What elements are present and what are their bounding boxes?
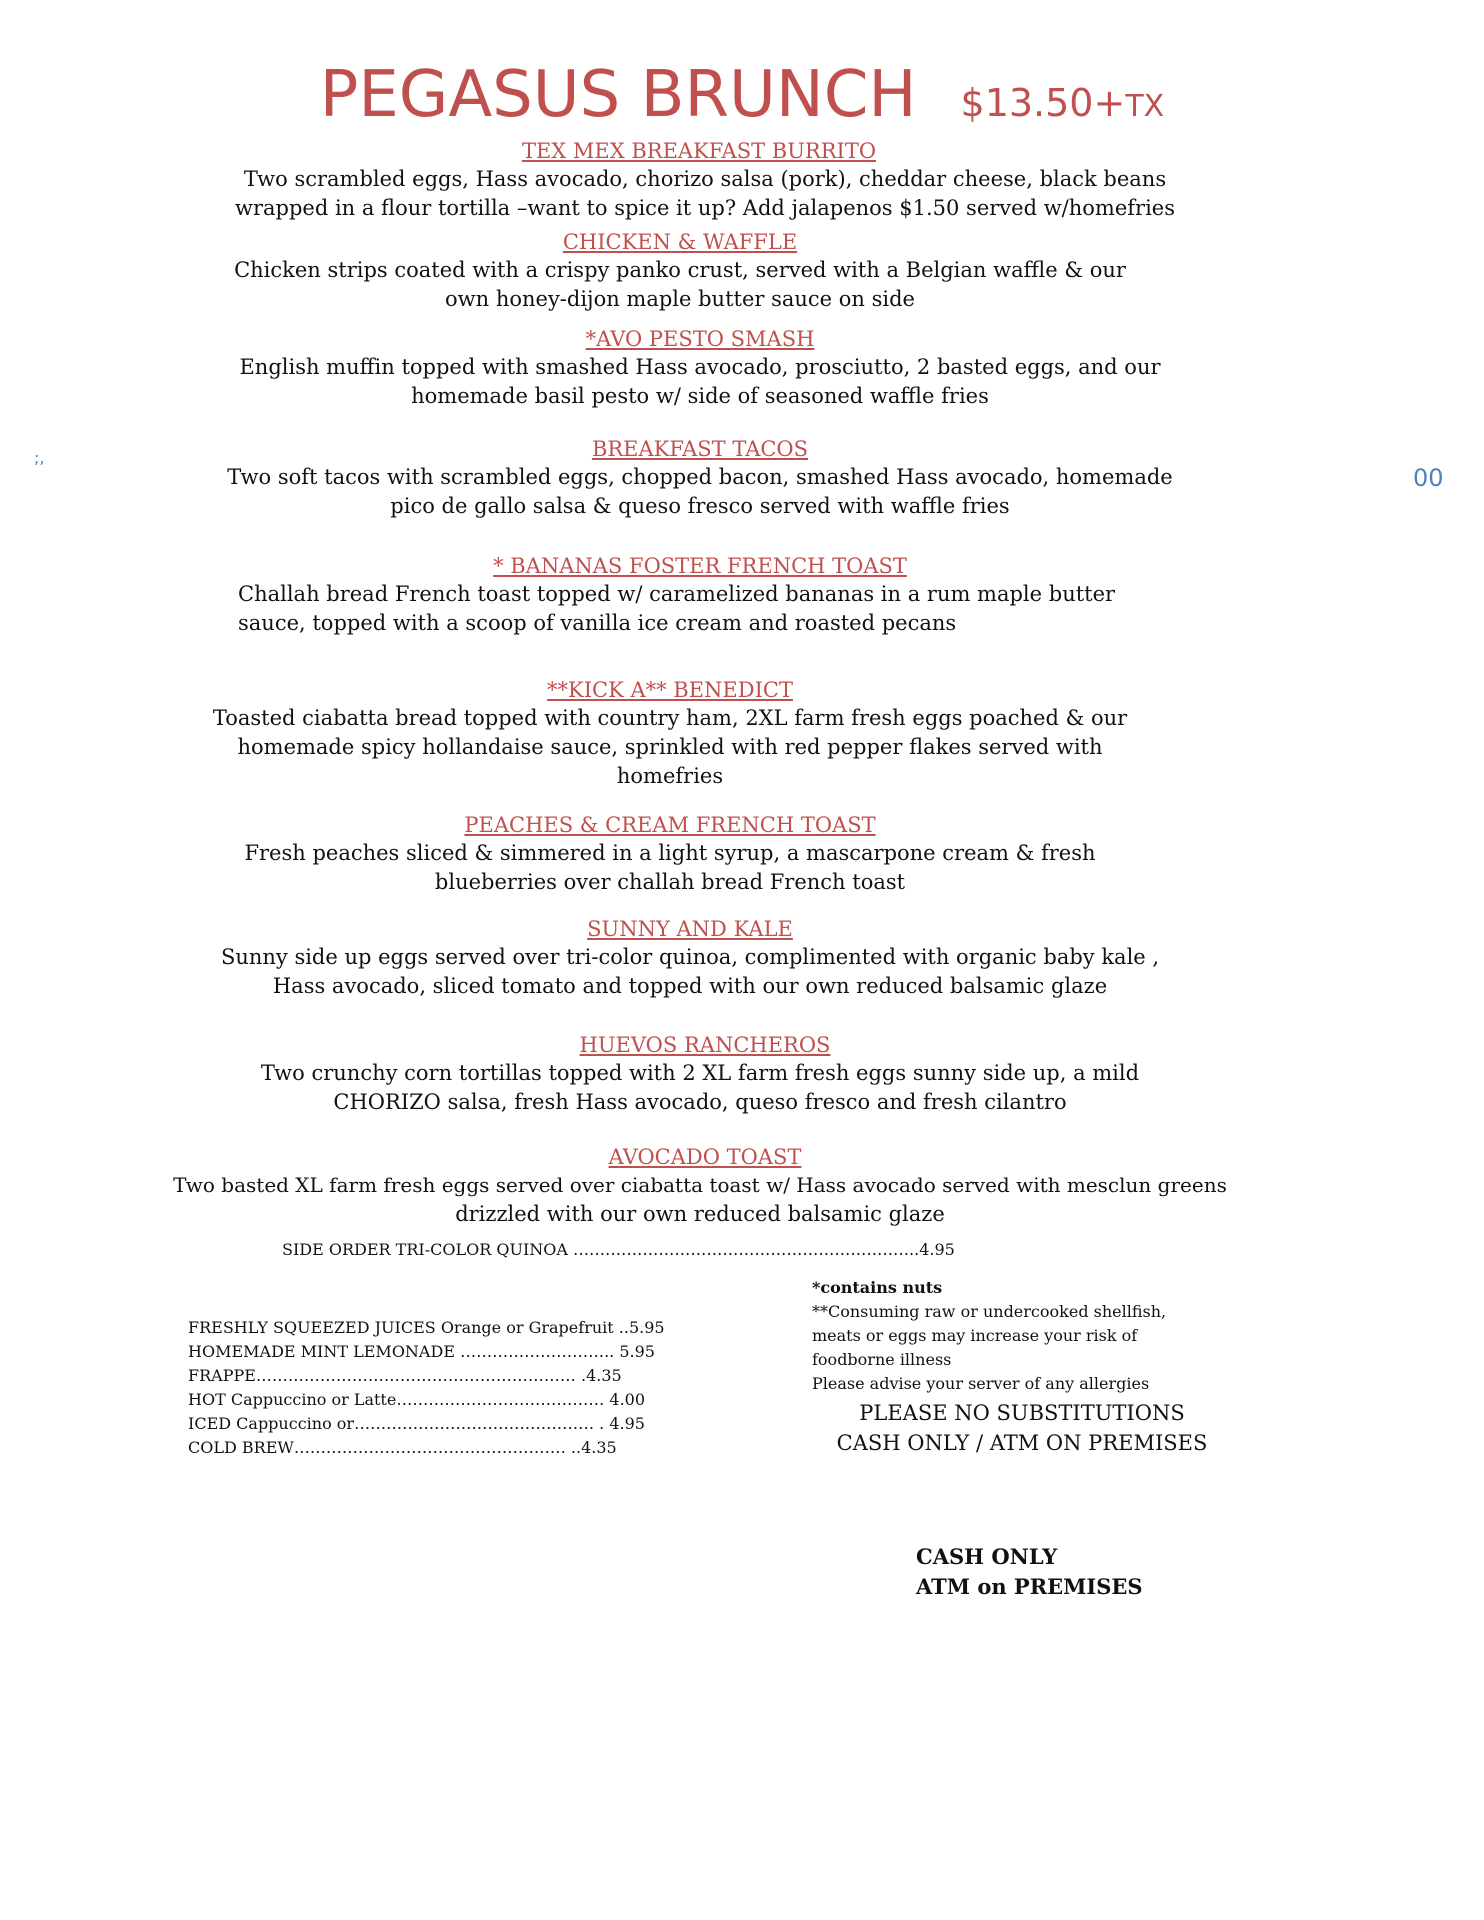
stray-mark-left: ;, xyxy=(34,448,45,467)
item-title: TEX MEX BREAKFAST BURRITO xyxy=(521,139,877,163)
cash-atm-note: CASH ONLY / ATM ON PREMISES xyxy=(836,1431,1208,1455)
desc-line: homefries xyxy=(616,764,724,788)
desc-line: Two soft tacos with scrambled eggs, chopped bacon, smashed Hass avocado, homemade xyxy=(227,465,1173,489)
menu-title-text: PEGASUS BRUNCH xyxy=(319,58,917,132)
footer-cash-only: CASH ONLY xyxy=(916,1544,1058,1569)
desc-line: sauce, topped with a scoop of vanilla ice cream and roasted pecans xyxy=(238,611,957,635)
desc-line: Fresh peaches sliced & simmered in a light syrup, a mascarpone cream & fresh xyxy=(244,841,1096,865)
item-description xyxy=(220,165,1190,223)
desc-line: Hass avocado, sliced tomato and topped with our own reduced balsamic glaze xyxy=(272,974,1108,998)
item-title: CHICKEN & WAFFLE xyxy=(562,230,798,254)
note-line: meats or eggs may increase your risk of xyxy=(812,1326,1138,1345)
item-description xyxy=(220,1059,1180,1117)
item-description xyxy=(120,1171,1280,1229)
desc-line: Two crunchy corn tortillas topped with 2 XL farm fresh eggs sunny side up, a mild xyxy=(260,1061,1140,1085)
item-description xyxy=(220,463,1180,521)
desc-line: drizzled with our own reduced balsamic glaze xyxy=(455,1202,945,1226)
item-title: * BANANAS FOSTER FRENCH TOAST xyxy=(493,554,907,578)
desc-line: wrapped in a flour tortilla –want to spice it up? Add jalapenos $1.50 served w/homefries xyxy=(234,196,1176,220)
desc-line: homemade spicy hollandaise sauce, sprinkled with red pepper flakes served with xyxy=(237,735,1103,759)
beverage-item: ICED Cappuccino or……………………………………… . 4.95 xyxy=(188,1414,645,1433)
desc-line: Two basted XL farm fresh eggs served over ciabatta toast w/ Hass avocado served with mesclun greens xyxy=(173,1173,1227,1197)
price-suffix: TX xyxy=(1125,89,1165,124)
item-title: BREAKFAST TACOS xyxy=(591,437,809,461)
item-title: *AVO PESTO SMASH xyxy=(585,327,815,351)
beverage-item: HOT Cappuccino or Latte………………………………… 4.00 xyxy=(188,1390,646,1409)
beverage-item: HOMEMADE MINT LEMONADE ……………………….. 5.95 xyxy=(188,1342,655,1361)
note-line: Please advise your server of any allergies xyxy=(812,1374,1150,1393)
item-description xyxy=(200,943,1180,1001)
desc-line: Sunny side up eggs served over tri-color quinoa, complimented with organic baby kale , xyxy=(220,945,1160,969)
item-description xyxy=(238,580,1178,638)
contains-nuts-note: *contains nuts xyxy=(812,1278,943,1297)
note-line: **Consuming raw or undercooked shellfish, xyxy=(812,1302,1167,1321)
item-title: SUNNY AND KALE xyxy=(587,917,793,941)
desc-line: CHORIZO salsa, fresh Hass avocado, queso fresco and fresh cilantro xyxy=(333,1090,1067,1114)
no-substitutions-note: PLEASE NO SUBSTITUTIONS xyxy=(859,1401,1185,1425)
stray-mark-right: 00 xyxy=(1413,464,1444,492)
beverage-item: COLD BREW…………………………………………… ..4.35 xyxy=(188,1438,617,1457)
item-description xyxy=(220,353,1180,411)
desc-line: Chicken strips coated with a crispy panko crust, served with a Belgian waffle & our xyxy=(234,258,1126,282)
menu-title xyxy=(0,58,1484,132)
item-title: AVOCADO TOAST xyxy=(608,1145,802,1169)
item-title: HUEVOS RANCHEROS xyxy=(579,1033,831,1057)
item-title: **KICK A** BENEDICT xyxy=(547,678,793,702)
item-description xyxy=(200,839,1140,897)
desc-line: pico de gallo salsa & queso fresco served with waffle fries xyxy=(390,494,1010,518)
desc-line: blueberries over challah bread French toast xyxy=(434,870,906,894)
side-order-line: SIDE ORDER TRI-COLOR QUINOA ………………………………………………………..4.95 xyxy=(282,1240,955,1259)
beverage-list xyxy=(188,1316,665,1460)
footer-atm: ATM on PREMISES xyxy=(916,1574,1143,1599)
desc-line: Toasted ciabatta bread topped with country ham, 2XL farm fresh eggs poached & our xyxy=(212,706,1128,730)
note-line: foodborne illness xyxy=(812,1350,952,1369)
price-value: $13.50+ xyxy=(960,81,1126,125)
desc-line: homemade basil pesto w/ side of seasoned waffle fries xyxy=(411,384,989,408)
menu-price xyxy=(961,81,1165,125)
desc-line: Challah bread French toast topped w/ caramelized bananas in a rum maple butter xyxy=(238,582,1116,606)
desc-line: English muffin topped with smashed Hass avocado, prosciutto, 2 basted eggs, and our xyxy=(239,355,1161,379)
item-description xyxy=(200,704,1140,791)
beverage-item: FRAPPE…………………………………………………… .4.35 xyxy=(188,1366,622,1385)
desc-line: Two scrambled eggs, Hass avocado, chorizo salsa (pork), cheddar cheese, black beans xyxy=(243,167,1167,191)
item-description xyxy=(220,256,1140,314)
beverage-item: FRESHLY SQUEEZED JUICES Orange or Grapefruit ..5.95 xyxy=(188,1318,665,1337)
desc-line: own honey-dijon maple butter sauce on side xyxy=(445,287,915,311)
allergy-notes xyxy=(812,1276,1232,1396)
item-title: PEACHES & CREAM FRENCH TOAST xyxy=(464,813,876,837)
